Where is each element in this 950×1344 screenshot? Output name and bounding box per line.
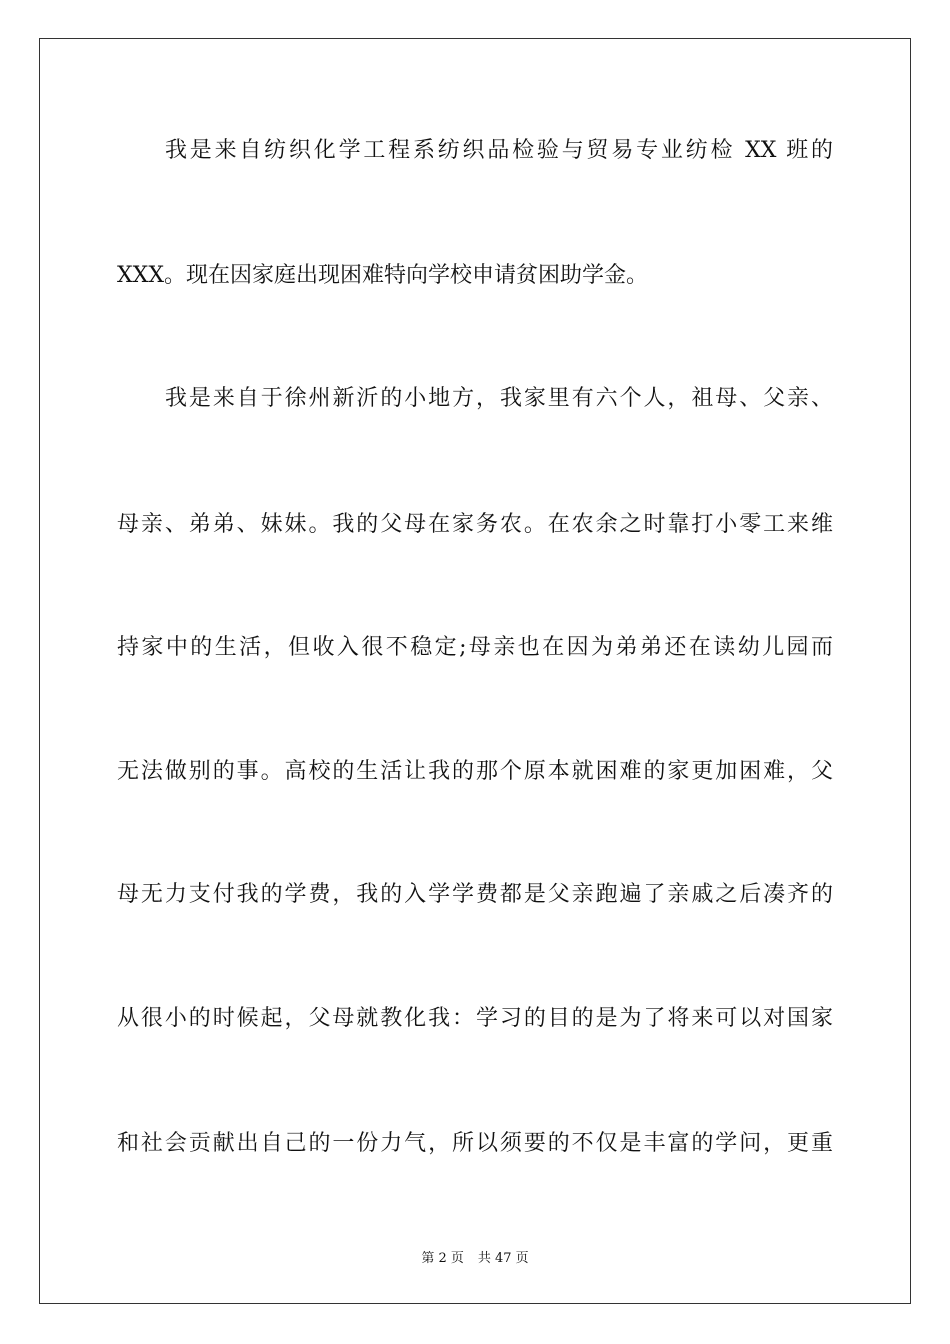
text-line-5: 持家中的生活，但收入很不稳定;母亲也在因为弟弟还在读幼儿园而	[117, 635, 833, 660]
page-number-total: 共 47 页	[477, 1251, 529, 1266]
text-line-4: 母亲、弟弟、妹妹。我的父母在家务农。在农余之时靠打小零工来维	[117, 512, 833, 537]
text-line-9: 和社会贡献出自己的一份力气，所以须要的不仅是丰富的学问，更重	[117, 1131, 833, 1156]
text-line-1: 我是来自纺织化学工程系纺织品检验与贸易专业纺检 XX 班的	[165, 138, 833, 163]
text-line-3: 我是来自于徐州新沂的小地方，我家里有六个人，祖母、父亲、	[165, 386, 833, 411]
text-line-6: 无法做别的事。高校的生活让我的那个原本就困难的家更加困难，父	[117, 759, 833, 784]
page-frame	[39, 38, 911, 1304]
text-line-8: 从很小的时候起，父母就教化我：学习的目的是为了将来可以对国家	[117, 1006, 833, 1031]
page-footer	[0, 1247, 950, 1266]
text-line-2: XXX。现在因家庭出现困难特向学校申请贫困助学金。	[117, 263, 648, 288]
page-number-current: 第 2 页	[421, 1251, 464, 1266]
text-line-7: 母无力支付我的学费，我的入学学费都是父亲跑遍了亲戚之后凑齐的	[117, 882, 833, 907]
